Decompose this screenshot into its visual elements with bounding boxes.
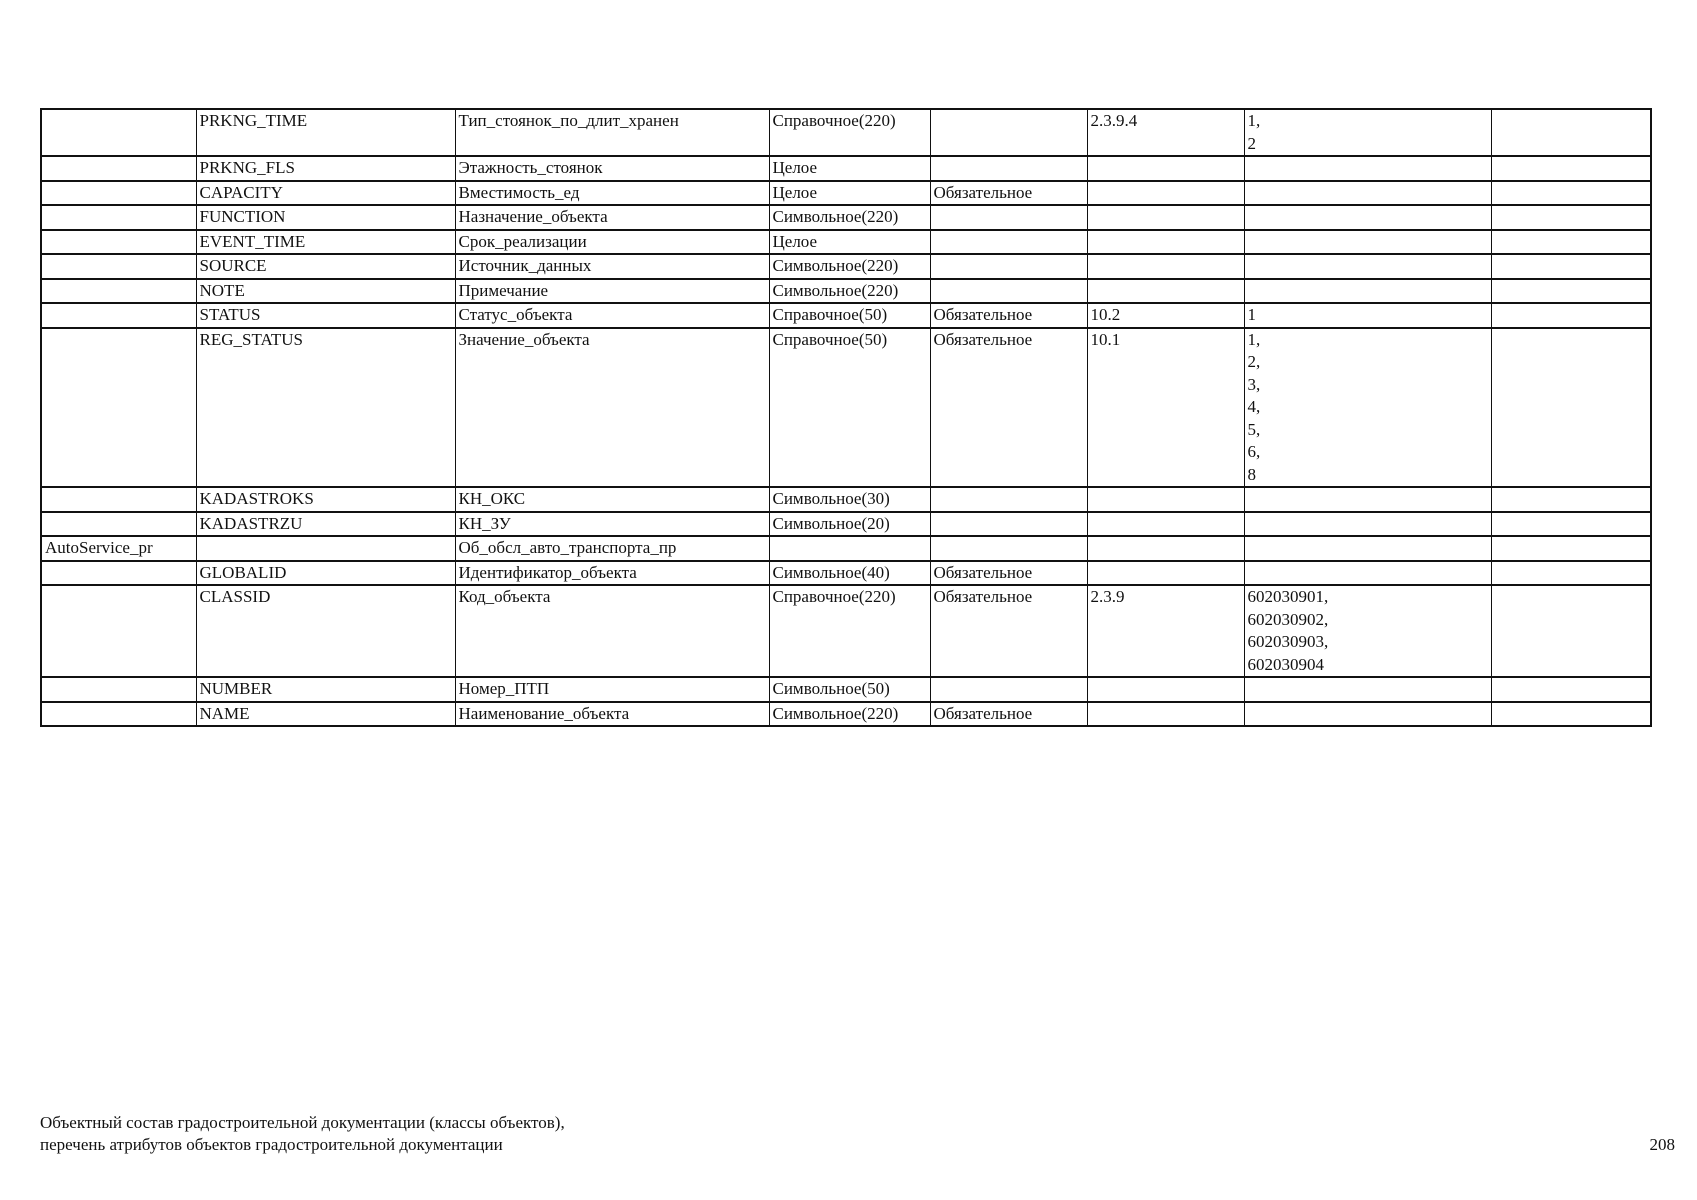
name-cell: Статус_объекта: [455, 303, 769, 328]
type-cell: [769, 536, 930, 561]
values-cell: [1244, 536, 1491, 561]
class-cell: [41, 303, 196, 328]
name-cell: Тип_стоянок_по_длит_хранен: [455, 109, 769, 156]
code-cell: [196, 536, 455, 561]
note-cell: [1491, 702, 1651, 727]
required-cell: Обязательное: [930, 702, 1087, 727]
code-cell: PRKNG_FLS: [196, 156, 455, 181]
required-cell: [930, 254, 1087, 279]
class-cell: AutoService_pr: [41, 536, 196, 561]
table-row: [41, 230, 1651, 255]
note-cell: [1491, 536, 1651, 561]
values-cell: [1244, 677, 1491, 702]
class-cell: [41, 561, 196, 586]
note-cell: [1491, 205, 1651, 230]
type-cell: Символьное(220): [769, 279, 930, 304]
class-cell: [41, 677, 196, 702]
note-cell: [1491, 328, 1651, 488]
class-cell: [41, 512, 196, 537]
values-cell: [1244, 561, 1491, 586]
type-cell: Справочное(50): [769, 303, 930, 328]
class-cell: [41, 487, 196, 512]
code-cell: REG_STATUS: [196, 328, 455, 488]
note-cell: [1491, 254, 1651, 279]
required-cell: [930, 677, 1087, 702]
values-cell: [1244, 512, 1491, 537]
code-cell: NOTE: [196, 279, 455, 304]
type-cell: Целое: [769, 156, 930, 181]
footer-line-2: перечень атрибутов объектов градостроительной документации: [40, 1135, 503, 1154]
type-cell: Символьное(220): [769, 205, 930, 230]
page-number: 208: [1649, 1135, 1675, 1154]
code-cell: EVENT_TIME: [196, 230, 455, 255]
note-cell: [1491, 512, 1651, 537]
values-cell: [1244, 254, 1491, 279]
table-row: [41, 156, 1651, 181]
ref-cell: [1087, 487, 1244, 512]
table-row: [41, 254, 1651, 279]
attributes-table: [40, 108, 1652, 727]
required-cell: Обязательное: [930, 585, 1087, 677]
table-row: [41, 536, 1651, 561]
code-cell: CAPACITY: [196, 181, 455, 206]
code-cell: CLASSID: [196, 585, 455, 677]
table-row: [41, 303, 1651, 328]
code-cell: GLOBALID: [196, 561, 455, 586]
class-cell: [41, 181, 196, 206]
table-row: [41, 702, 1651, 727]
name-cell: Идентификатор_объекта: [455, 561, 769, 586]
code-cell: NUMBER: [196, 677, 455, 702]
document-footer: [40, 1112, 565, 1156]
ref-cell: 10.1: [1087, 328, 1244, 488]
ref-cell: 2.3.9.4: [1087, 109, 1244, 156]
class-cell: [41, 328, 196, 488]
footer-line-1: Объектный состав градостроительной документации (классы объектов),: [40, 1113, 565, 1132]
table-body: [41, 109, 1651, 726]
type-cell: Символьное(50): [769, 677, 930, 702]
required-cell: [930, 156, 1087, 181]
name-cell: КН_ЗУ: [455, 512, 769, 537]
ref-cell: [1087, 536, 1244, 561]
ref-cell: [1087, 702, 1244, 727]
note-cell: [1491, 561, 1651, 586]
required-cell: [930, 536, 1087, 561]
required-cell: Обязательное: [930, 303, 1087, 328]
values-cell: [1244, 156, 1491, 181]
type-cell: Символьное(20): [769, 512, 930, 537]
type-cell: Целое: [769, 230, 930, 255]
required-cell: Обязательное: [930, 328, 1087, 488]
type-cell: Символьное(30): [769, 487, 930, 512]
code-cell: NAME: [196, 702, 455, 727]
ref-cell: [1087, 156, 1244, 181]
type-cell: Символьное(220): [769, 254, 930, 279]
table-row: [41, 181, 1651, 206]
code-cell: FUNCTION: [196, 205, 455, 230]
ref-cell: [1087, 254, 1244, 279]
class-cell: [41, 702, 196, 727]
type-cell: Символьное(220): [769, 702, 930, 727]
table-row: [41, 561, 1651, 586]
class-cell: [41, 254, 196, 279]
ref-cell: [1087, 230, 1244, 255]
required-cell: [930, 487, 1087, 512]
code-cell: PRKNG_TIME: [196, 109, 455, 156]
name-cell: Источник_данных: [455, 254, 769, 279]
values-cell: [1244, 487, 1491, 512]
note-cell: [1491, 677, 1651, 702]
type-cell: Символьное(40): [769, 561, 930, 586]
type-cell: Справочное(220): [769, 109, 930, 156]
name-cell: Назначение_объекта: [455, 205, 769, 230]
required-cell: [930, 279, 1087, 304]
values-cell: [1244, 230, 1491, 255]
ref-cell: [1087, 561, 1244, 586]
note-cell: [1491, 303, 1651, 328]
ref-cell: [1087, 512, 1244, 537]
ref-cell: 2.3.9: [1087, 585, 1244, 677]
class-cell: [41, 205, 196, 230]
name-cell: Код_объекта: [455, 585, 769, 677]
ref-cell: [1087, 181, 1244, 206]
ref-cell: [1087, 677, 1244, 702]
note-cell: [1491, 181, 1651, 206]
code-cell: KADASTROKS: [196, 487, 455, 512]
ref-cell: 10.2: [1087, 303, 1244, 328]
type-cell: Справочное(50): [769, 328, 930, 488]
note-cell: [1491, 279, 1651, 304]
name-cell: Вместимость_ед: [455, 181, 769, 206]
values-cell: [1244, 702, 1491, 727]
note-cell: [1491, 109, 1651, 156]
code-cell: SOURCE: [196, 254, 455, 279]
code-cell: STATUS: [196, 303, 455, 328]
name-cell: Об_обсл_авто_транспорта_пр: [455, 536, 769, 561]
values-cell: [1244, 181, 1491, 206]
table-row: [41, 487, 1651, 512]
name-cell: КН_ОКС: [455, 487, 769, 512]
table-row: [41, 328, 1651, 488]
required-cell: Обязательное: [930, 561, 1087, 586]
table-row: [41, 109, 1651, 156]
class-cell: [41, 109, 196, 156]
code-cell: KADASTRZU: [196, 512, 455, 537]
name-cell: Значение_объекта: [455, 328, 769, 488]
note-cell: [1491, 585, 1651, 677]
values-cell: [1244, 279, 1491, 304]
class-cell: [41, 279, 196, 304]
table-row: [41, 279, 1651, 304]
ref-cell: [1087, 205, 1244, 230]
table-row: [41, 585, 1651, 677]
values-cell: [1244, 205, 1491, 230]
name-cell: Срок_реализации: [455, 230, 769, 255]
required-cell: [930, 109, 1087, 156]
name-cell: Номер_ПТП: [455, 677, 769, 702]
required-cell: Обязательное: [930, 181, 1087, 206]
name-cell: Этажность_стоянок: [455, 156, 769, 181]
type-cell: Целое: [769, 181, 930, 206]
ref-cell: [1087, 279, 1244, 304]
required-cell: [930, 205, 1087, 230]
table-row: [41, 205, 1651, 230]
type-cell: Справочное(220): [769, 585, 930, 677]
required-cell: [930, 230, 1087, 255]
class-cell: [41, 230, 196, 255]
class-cell: [41, 156, 196, 181]
name-cell: Наименование_объекта: [455, 702, 769, 727]
name-cell: Примечание: [455, 279, 769, 304]
values-cell: 1, 2: [1244, 109, 1491, 156]
values-cell: 602030901, 602030902, 602030903, 602030904: [1244, 585, 1491, 677]
table-row: [41, 512, 1651, 537]
table-row: [41, 677, 1651, 702]
note-cell: [1491, 230, 1651, 255]
class-cell: [41, 585, 196, 677]
required-cell: [930, 512, 1087, 537]
note-cell: [1491, 487, 1651, 512]
note-cell: [1491, 156, 1651, 181]
values-cell: 1: [1244, 303, 1491, 328]
values-cell: 1, 2, 3, 4, 5, 6, 8: [1244, 328, 1491, 488]
